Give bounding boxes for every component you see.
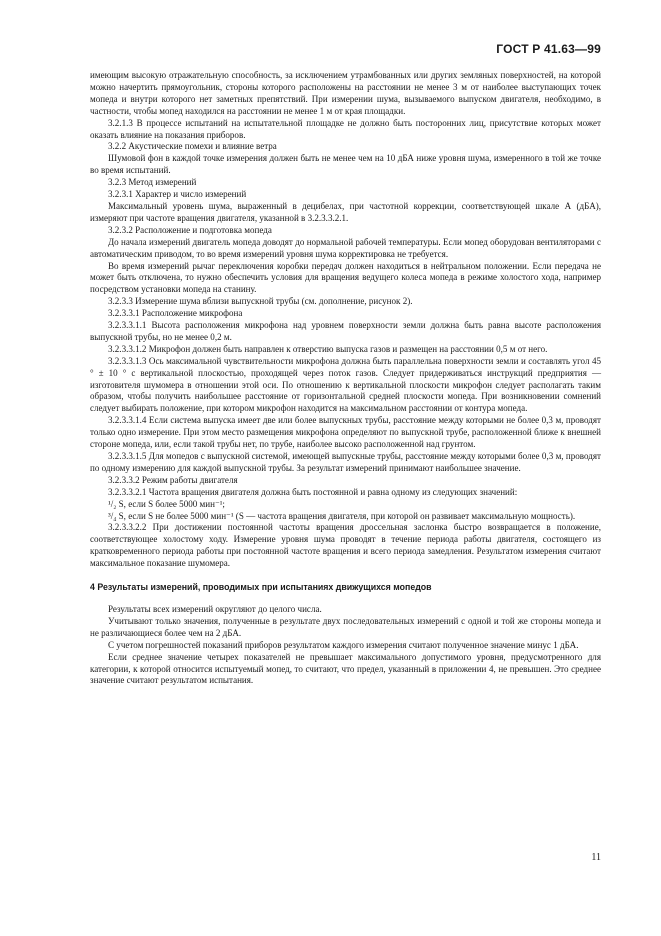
paragraph-3-2-3-3-1-1: 3.2.3.3.1.1 Высота расположения микрофона над уровнем поверхности земли должна быть равна высоте расположения выпускной трубы, но не менее 0,2 м. <box>90 320 601 342</box>
paragraph-3-2-3-3-1-5: 3.2.3.3.1.5 Для мопедов с выпускной системой, имеющей выпускные трубы, расстояние между которыми более 0,3 м, проводят по одному измерению для каждой выпускной трубы. За результат измерений принимают наибольшее значение. <box>90 451 601 473</box>
section-4-paragraph-consecutive: Учитывают только значения, полученные в результате двух последовательных измерений с одной и той же стороны мопеда и не различающиеся более чем на 2 дБА. <box>90 615 601 638</box>
subheading-3-2-3: 3.2.3 Метод измерений <box>108 177 197 188</box>
paragraph-3-2-3-3-2-1: 3.2.3.3.2.1 Частота вращения двигателя должна быть постоянной и равна одному из следующих значений: <box>108 486 518 497</box>
subheading-3-2-3-1: 3.2.3.1 Характер и число измерений <box>108 189 247 200</box>
paragraph-warmup: До начала измерений двигатель мопеда доводят до нормальной рабочей температуры. Если мопед оборудован вентиляторами с автоматическим приводом, то во время измерений уровня шума корректировка не требуется. <box>90 236 601 259</box>
paragraph-continuation: имеющим высокую отражательную способность, за исключением утрамбованных или других земляных поверхностей, на которой можно начертить прямоугольник, стороны которого расположены на расстоянии не менее 3 м от наиболее выступающих точек мопеда и внутри которого нет заметных препятствий. При измерении шума, вызываемого выпуском двигателя, необходимо, в частности, чтобы мопед находился на расстоянии не менее 1 м от края площадки. <box>90 70 601 116</box>
paragraph-3-2-1-3: 3.2.1.3 В процессе испытаний на испытательной площадке не должно быть посторонних лиц, присутствие которых может оказать влияние на показания приборов. <box>90 117 601 140</box>
section-4-paragraph-error: С учетом погрешностей показаний приборов результатом каждого измерения считают полученное значение минус 1 дБА. <box>108 639 579 650</box>
section-4-heading: 4 Результаты измерений, проводимых при испытаниях движущихся мопедов <box>90 582 432 593</box>
paragraph-3-2-3-3-1-2: 3.2.3.3.1.2 Микрофон должен быть направлен к отверстию выпуска газов и размещен на расстоянии 0,5 м от него. <box>108 343 548 354</box>
subheading-3-2-2: 3.2.2 Акустические помехи и влияние ветра <box>108 141 277 152</box>
paragraph-3-2-3-3-1-4: 3.2.3.3.1.4 Если система выпуска имеет две или более выпускных трубы, расстояние между которыми не более 0,3 м, проводят только одно измерение. При этом место размещения микрофона определяют по выпускной трубе, расположенной ближе к внешней стороне мопеда, или, если такой трубы нет, по трубе, наиболее высоко расположенной над грунтом. <box>90 415 601 450</box>
formula-three-quarters-s: ³/₄ S, если S не более 5000 мин⁻¹ (S — частота вращения двигателя, при которой он развивает максимальную мощность). <box>108 510 576 521</box>
section-4-paragraph-average: Если среднее значение четырех показателей не превышает максимального допустимого уровня, предусмотренного для категории, к которой относится испытуемый мопед, то считают, что предел, указанный в приложении 4, не превышен. Это среднее значение считают результатом испытания. <box>90 651 601 686</box>
paragraph-max-level: Максимальный уровень шума, выраженный в децибелах, при частотной коррекции, соответствующей шкале А (дБА), измеряют при частоте вращения двигателя, указанной в 3.2.3.3.2.1. <box>90 200 601 223</box>
page-number: 11 <box>591 852 601 863</box>
paragraph-3-2-3-3-2-2: 3.2.3.3.2.2 При достижении постоянной частоты вращения дроссельная заслонка быстро возвращается в положение, соответствующее холостому ходу. Измерение уровня шума проводят в течение периода работы двигателя, состоящего из кратковременного периода работы при постоянной частоте вращения и всего периода замедления. Результатом измерения считают максимальное показание шумомера. <box>90 522 601 569</box>
section-4-paragraph-rounding: Результаты всех измерений округляют до целого числа. <box>108 603 322 614</box>
subheading-3-2-3-2: 3.2.3.2 Расположение и подготовка мопеда <box>108 224 272 235</box>
document-body <box>90 70 601 687</box>
subheading-3-2-3-3-1: 3.2.3.3.1 Расположение микрофона <box>108 308 243 319</box>
subheading-3-2-3-3: 3.2.3.3 Измерение шума вблизи выпускной трубы (см. дополнение, рисунок 2). <box>108 296 413 307</box>
standard-header: ГОСТ Р 41.63—99 <box>496 42 601 56</box>
paragraph-gear-neutral: Во время измерений рычаг переключения коробки передач должен находиться в нейтральном положении. Если передача не может быть отключена, то нужно обеспечить условия для вращения ведущего колеса мопеда в режиме холостого хода, например посредством установки мопеда на станину. <box>90 260 601 295</box>
formula-half-s: ¹/₂ S, если S более 5000 мин⁻¹; <box>108 498 225 509</box>
paragraph-noise-background: Шумовой фон в каждой точке измерения должен быть не менее чем на 10 дБА ниже уровня шума, измеренного в той же точке во время испытаний. <box>90 153 601 176</box>
subheading-3-2-3-3-2: 3.2.3.3.2 Режим работы двигателя <box>108 474 238 485</box>
paragraph-3-2-3-3-1-3: 3.2.3.3.1.3 Ось максимальной чувствительности микрофона должна быть параллельна поверхности земли и составлять угол 45 ° ± 10 ° с вертикальной плоскостью, проходящей через поток газов. Следует придерживаться инструкций предприятия — изготовителя шумомера в отношении этой оси. По отношению к вертикальной плоскости микрофон следует располагать таким образом, чтобы получить наибольшее расстояние от горизонтальной средней плоскости мопеда. При возникновении сомнений следует выбирать положение, при котором микрофон находится на максимальном расстоянии от контура мопеда. <box>90 355 601 414</box>
